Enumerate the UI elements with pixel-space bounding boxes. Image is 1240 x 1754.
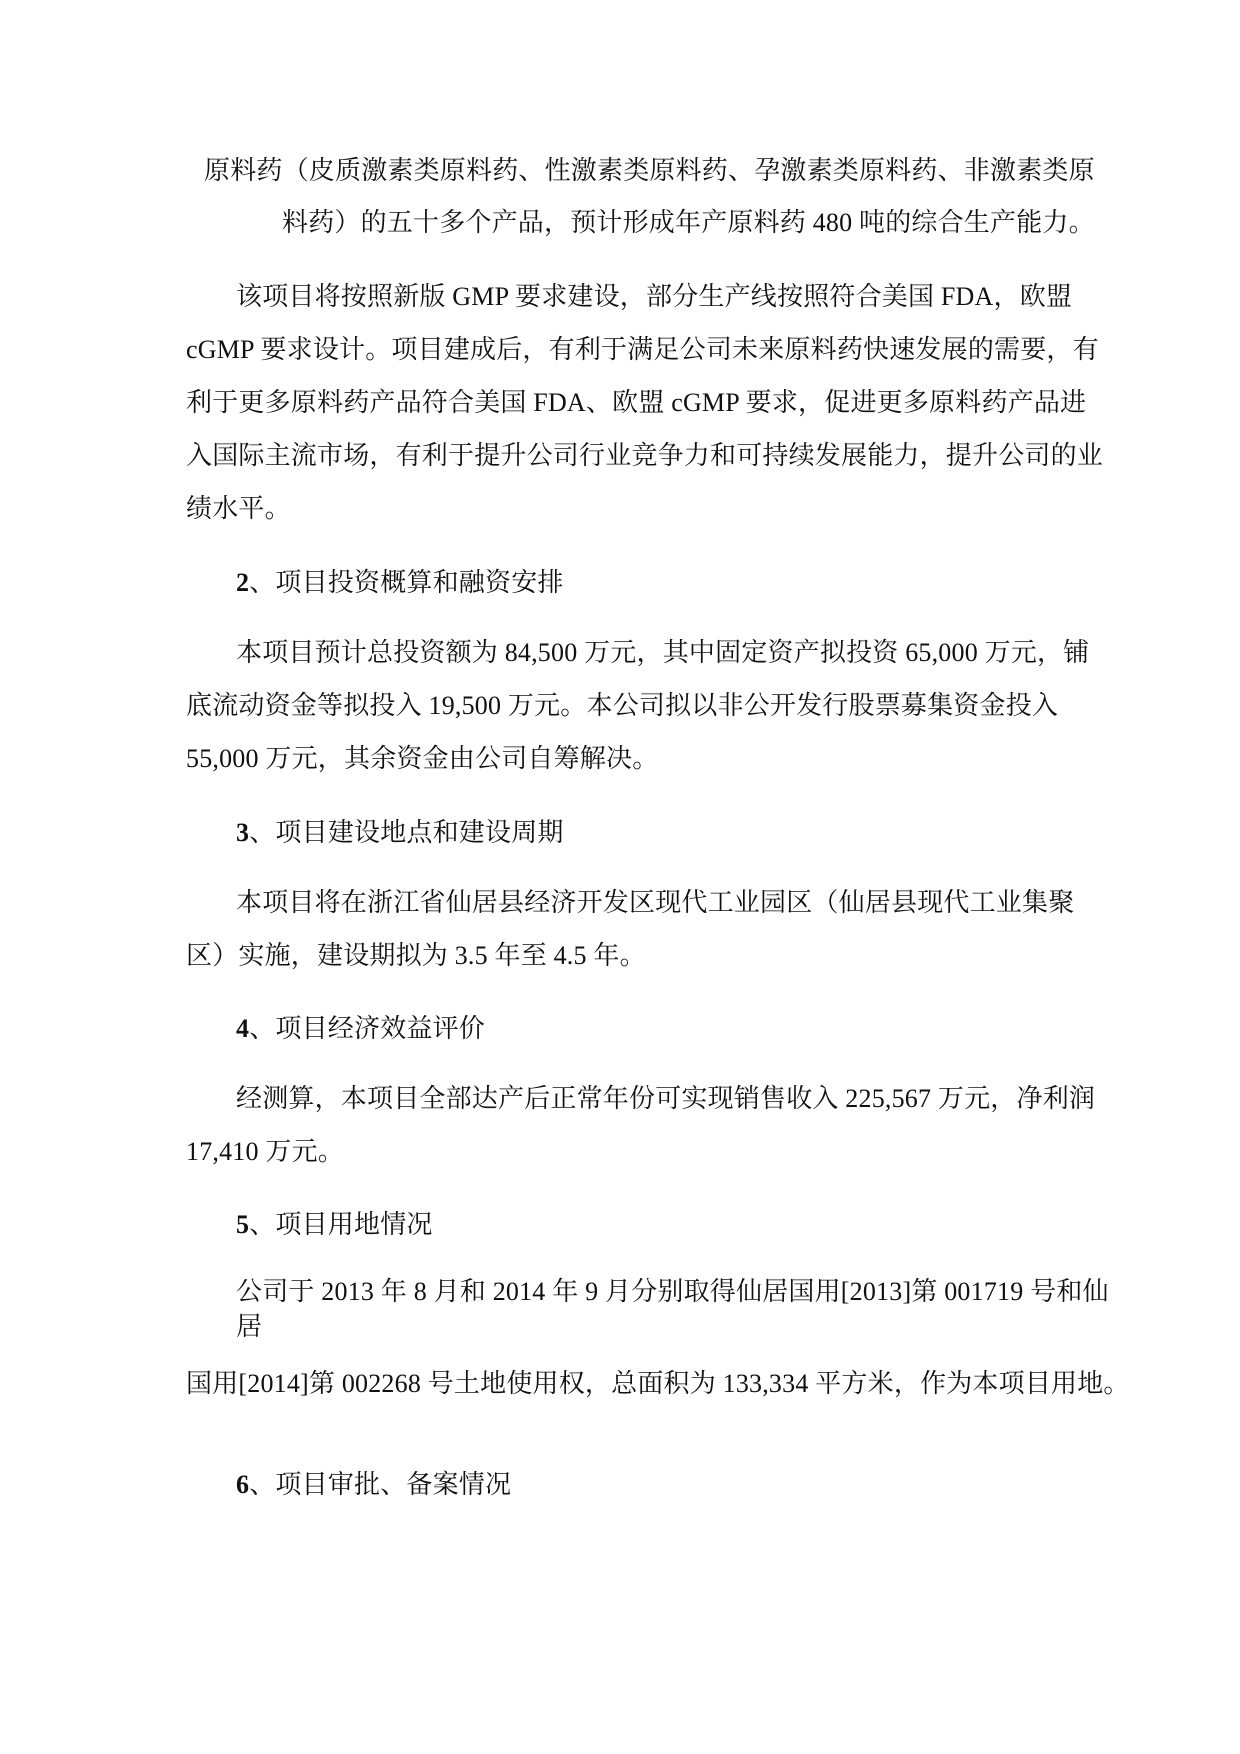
section-4-number: 4 <box>236 1014 250 1043</box>
section-2-line-3: 55,000 万元，其余资金由公司自筹解决。 <box>186 744 659 773</box>
section-4-title: 、项目经济效益评价 <box>249 1014 486 1043</box>
section-6-number: 6 <box>236 1470 250 1499</box>
intro-line-1: 原料药（皮质激素类原料药、性激素类原料药、孕激素类原料药、非激素类原 <box>204 156 1095 185</box>
section-5-line-1b: 居 <box>236 1312 263 1341</box>
section-4-line-1: 经测算，本项目全部达产后正常年份可实现销售收入 225,567 万元，净利润 <box>236 1084 1096 1113</box>
section-2-line-2: 底流动资金等拟投入 19,500 万元。本公司拟以非公开发行股票募集资金投入 <box>186 691 1059 720</box>
para1-line-1: 该项目将按照新版 GMP 要求建设，部分生产线按照符合美国 FDA，欧盟 <box>236 282 1073 311</box>
para1-line-3: 利于更多原料药产品符合美国 FDA、欧盟 cGMP 要求，促进更多原料药产品进 <box>186 388 1087 417</box>
section-3-title: 、项目建设地点和建设周期 <box>249 818 564 847</box>
section-2-line-1: 本项目预计总投资额为 84,500 万元，其中固定资产拟投资 65,000 万元，铺 <box>236 638 1090 667</box>
section-5-line-1: 公司于 2013 年 8 月和 2014 年 9 月分别取得仙居国用[2013]第 001719 号和仙 <box>236 1277 1109 1306</box>
section-6-title: 、项目审批、备案情况 <box>249 1470 512 1499</box>
section-3-line-2: 区）实施，建设期拟为 3.5 年至 4.5 年。 <box>186 941 646 970</box>
section-5-line-2: 国用[2014]第 002268 号土地使用权，总面积为 133,334 平方米，作为本项目用地。 <box>186 1369 1130 1398</box>
para1-line-4: 入国际主流市场，有利于提升公司行业竞争力和可持续发展能力，提升公司的业 <box>186 441 1104 470</box>
section-4-heading <box>236 1012 485 1046</box>
section-3-heading <box>236 816 564 850</box>
para1-line-5: 绩水平。 <box>186 494 291 523</box>
section-5-heading <box>236 1208 433 1242</box>
section-4-line-2: 17,410 万元。 <box>186 1137 345 1166</box>
para1-line-2: cGMP 要求设计。项目建成后，有利于满足公司未来原料药快速发展的需要，有 <box>186 335 1099 364</box>
section-2-heading <box>236 566 564 600</box>
section-2-title: 、项目投资概算和融资安排 <box>249 568 564 597</box>
section-6-heading <box>236 1468 511 1502</box>
section-2-number: 2 <box>236 568 250 597</box>
section-3-number: 3 <box>236 818 250 847</box>
section-5-number: 5 <box>236 1210 250 1239</box>
section-5-title: 、项目用地情况 <box>249 1210 433 1239</box>
intro-line-2: 料药）的五十多个产品，预计形成年产原料药 480 吨的综合生产能力。 <box>282 208 1095 237</box>
section-3-line-1: 本项目将在浙江省仙居县经济开发区现代工业园区（仙居县现代工业集聚 <box>236 888 1075 917</box>
